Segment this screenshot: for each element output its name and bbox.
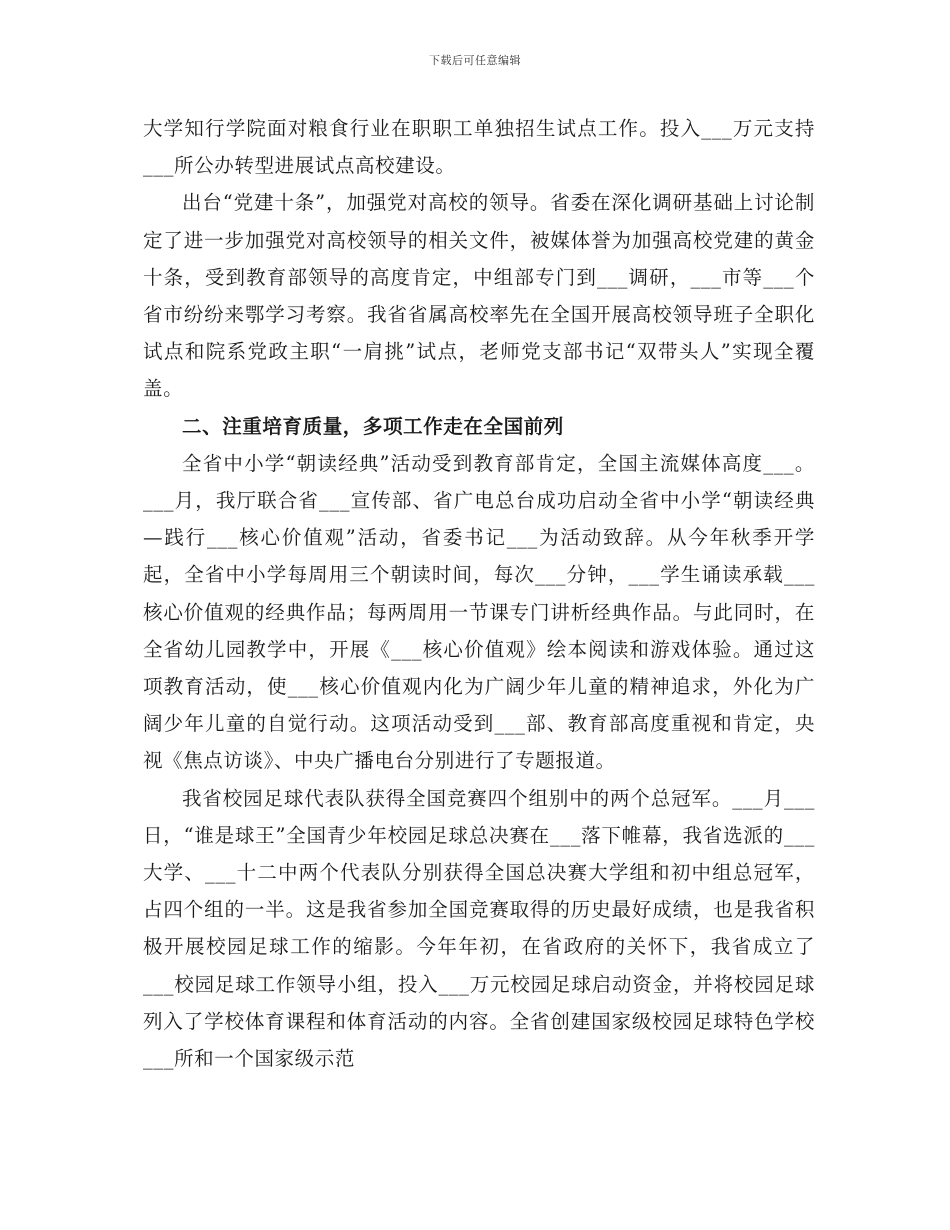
section-heading: 二、注重培育质量，多项工作走在全国前列 (182, 414, 564, 438)
document-body (143, 110, 815, 1077)
paragraph-continued: 大学知行学院面对粮食行业在职职工单独招生试点工作。投入___万元支持___所公办转型进展试点高校建设。 (143, 117, 815, 178)
paragraph-campus-football: 我省校园足球代表队获得全国竞赛四个组别中的两个总冠军。___月___日，“谁是球王”全国青少年校园足球总决赛在___落下帷幕，我省选派的___大学、___十二中两个代表队分别获得全国总决赛大学组和初中组总冠军，占四个组的一半。这是我省参加全国竞赛取得的历史最好成绩，也是我省积极开展校园足球工作的缩影。今年年初，在省政府的关怀下，我省成立了___校园足球工作领导小组，投入___万元校园足球启动资金，并将校园足球列入了学校体育课程和体育活动的内容。全省创建国家级校园足球特色学校___所和一个国家级示范 (143, 786, 815, 1071)
page-header: 下载后可任意编辑 (429, 54, 521, 67)
paragraph-party-building: 出台“党建十条”，加强党对高校的领导。省委在深化调研基础上讨论制定了进一步加强党对高校领导的相关文件，被媒体誉为加强高校党建的黄金十条，受到教育部领导的高度肯定，中组部专门到___调研，___市等___个省市纷纷来鄂学习考察。我省省属高校率先在全国开展高校领导班子全职化试点和院系党政主职“一肩挑”试点，老师党支部书记“双带头人”实现全覆盖。 (143, 191, 815, 401)
paragraph-morning-reading: 全省中小学“朝读经典”活动受到教育部肯定，全国主流媒体高度___。___月，我厅联合省___宣传部、省广电总台成功启动全省中小学“朝读经典—践行___核心价值观”活动，省委书记___为活动致辞。从今年秋季开学起，全省中小学每周用三个朝读时间，每次___分钟，___学生诵读承载___核心价值观的经典作品；每两周用一节课专门讲析经典作品。与此同时，在全省幼儿园教学中，开展《___核心价值观》绘本阅读和游戏体验。通过这项教育活动，使___核心价值观内化为广阔少年儿童的精神追求，外化为广阔少年儿童的自觉行动。这项活动受到___部、教育部高度重视和肯定，央视《焦点访谈》、中央广播电台分别进行了专题报道。 (143, 451, 815, 773)
